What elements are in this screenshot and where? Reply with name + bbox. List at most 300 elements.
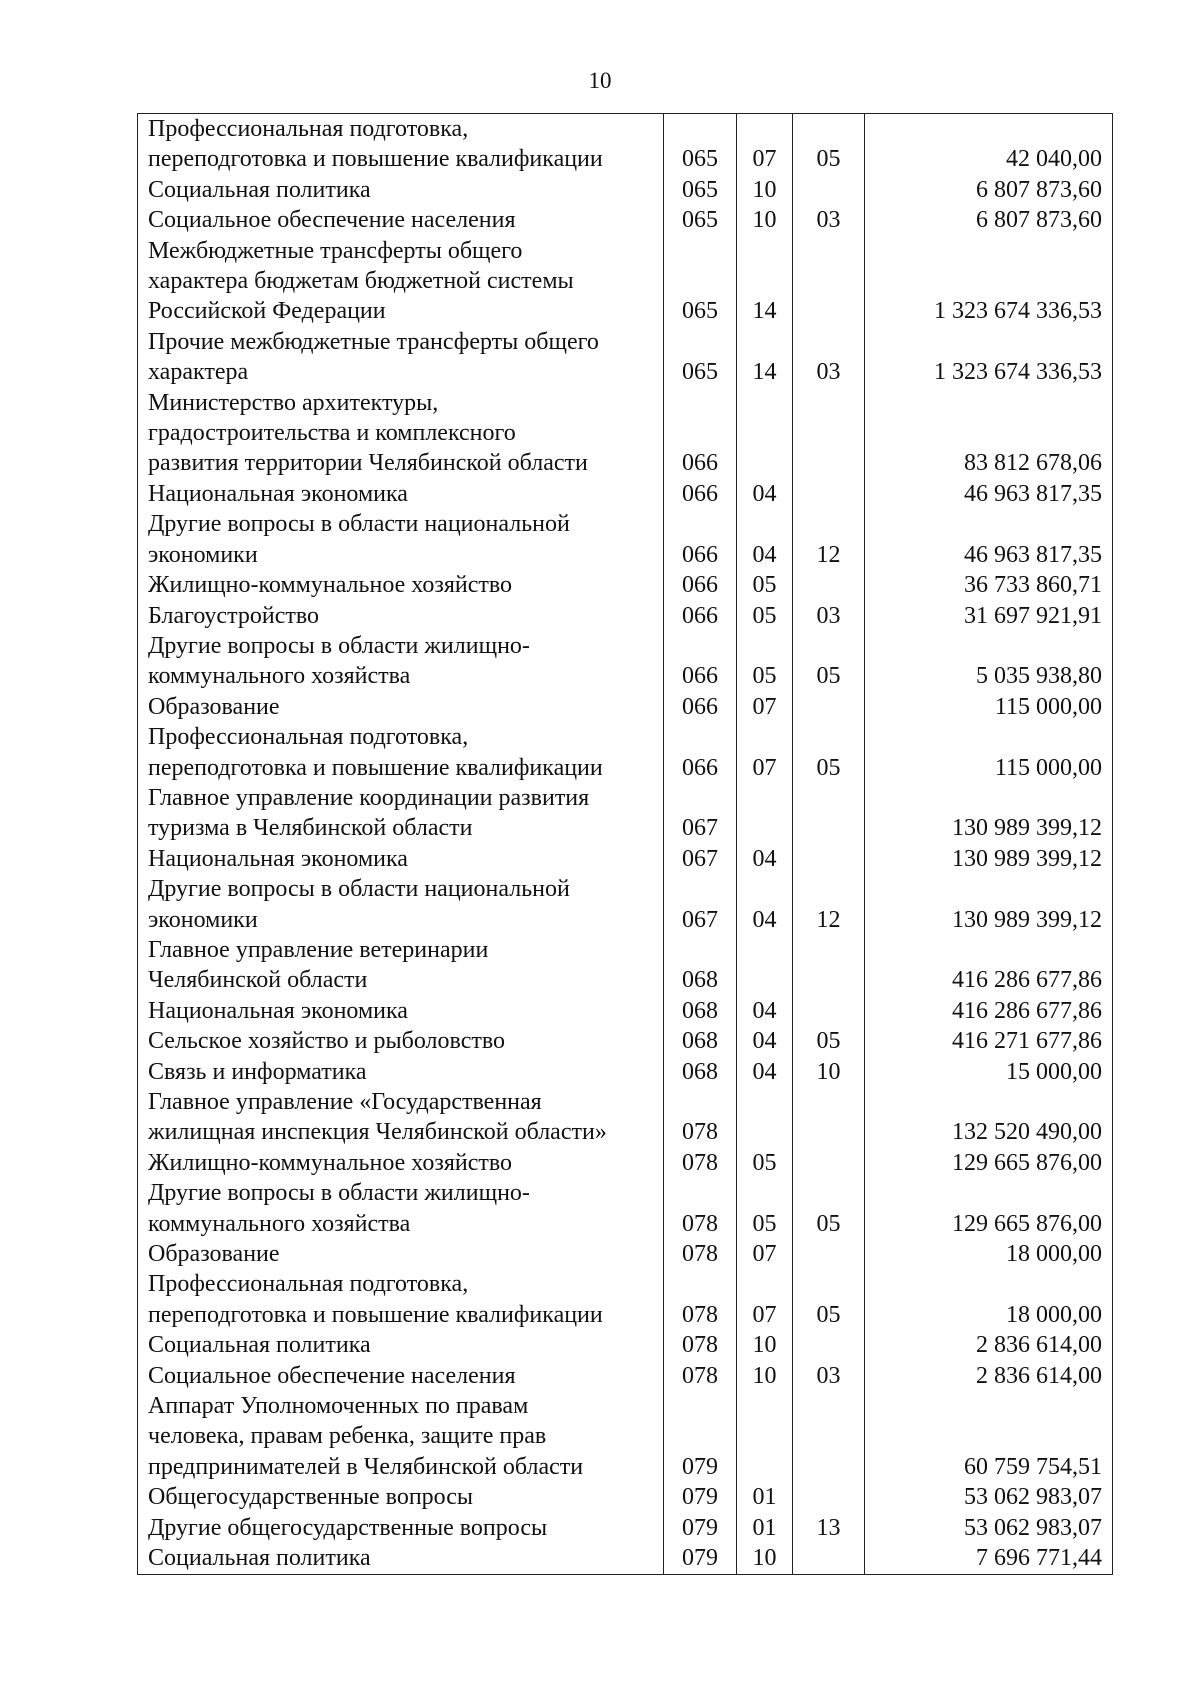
row-section-cell: [737, 1543, 793, 1574]
row-code-text: 066: [682, 480, 718, 507]
row-amount-cell: [865, 996, 1113, 1026]
row-subsection-cell: [793, 1057, 865, 1087]
row-code-cell: [664, 388, 737, 479]
row-section-cell: [737, 1148, 793, 1178]
row-section-cell: [737, 1391, 793, 1482]
row-code-cell: [664, 1178, 737, 1239]
row-amount-text: 46 963 817,35: [964, 480, 1102, 507]
row-section-text: 05: [752, 1210, 777, 1237]
row-amount-text: 60 759 754,51: [964, 1453, 1102, 1480]
row-amount-cell: [865, 1330, 1113, 1360]
row-code-text: 066: [682, 450, 718, 477]
row-amount-cell: [865, 388, 1113, 479]
row-name-cell: [138, 570, 664, 600]
row-code-text: 068: [682, 997, 718, 1024]
row-amount-text: 130 989 399,12: [952, 845, 1102, 872]
row-subsection-cell: [793, 1148, 865, 1178]
table-row: [138, 1543, 1113, 1574]
row-code-cell: [664, 1361, 737, 1391]
row-name-text: Социальная политика: [148, 1332, 371, 1359]
row-subsection-cell: [793, 874, 865, 935]
row-name-text: Профессиональная подготовка, переподготовка и повышение квалификации: [148, 1271, 603, 1328]
row-section-text: 04: [752, 845, 777, 872]
row-subsection-text: 12: [816, 541, 841, 568]
row-section-cell: [737, 844, 793, 874]
row-section-cell: [737, 996, 793, 1026]
row-amount-text: 18 000,00: [1006, 1301, 1102, 1328]
row-amount-text: 53 062 983,07: [964, 1484, 1102, 1511]
row-subsection-cell: [793, 1361, 865, 1391]
row-code-cell: [664, 1239, 737, 1269]
row-section-text: 05: [752, 1149, 777, 1176]
row-subsection-cell: [793, 1513, 865, 1543]
row-section-text: 04: [752, 906, 777, 933]
row-name-cell: [138, 1482, 664, 1512]
row-code-cell: [664, 722, 737, 783]
row-name-text: Аппарат Уполномоченных по правам человека, правам ребенка, защите прав предпринимателей в Челябинской области: [148, 1393, 584, 1480]
table-row: [138, 1513, 1113, 1543]
row-name-text: Образование: [148, 1241, 280, 1268]
row-code-text: 065: [682, 207, 718, 234]
row-amount-text: 31 697 921,91: [964, 602, 1102, 629]
row-subsection-cell: [793, 1178, 865, 1239]
row-name-cell: [138, 236, 664, 327]
row-code-cell: [664, 1148, 737, 1178]
row-code-text: 079: [682, 1514, 718, 1541]
row-amount-text: 115 000,00: [994, 754, 1102, 781]
row-section-text: 04: [752, 480, 777, 507]
row-code-text: 066: [682, 693, 718, 720]
row-name-cell: [138, 1269, 664, 1330]
table-row: [138, 570, 1113, 600]
row-amount-cell: [865, 1391, 1113, 1482]
row-code-text: 065: [682, 176, 718, 203]
row-section-cell: [737, 783, 793, 844]
row-name-cell: [138, 1026, 664, 1056]
row-amount-cell: [865, 631, 1113, 692]
row-section-text: 05: [752, 663, 777, 690]
row-subsection-cell: [793, 692, 865, 722]
row-section-cell: [737, 570, 793, 600]
row-name-cell: [138, 783, 664, 844]
row-code-text: 079: [682, 1545, 718, 1572]
row-code-cell: [664, 205, 737, 235]
row-amount-cell: [865, 1269, 1113, 1330]
row-section-cell: [737, 631, 793, 692]
row-section-cell: [737, 236, 793, 327]
row-subsection-cell: [793, 114, 865, 175]
row-code-cell: [664, 479, 737, 509]
row-name-text: Социальная политика: [148, 176, 371, 203]
table-row: [138, 1057, 1113, 1087]
table-row: [138, 1178, 1113, 1239]
row-code-cell: [664, 509, 737, 570]
row-name-cell: [138, 874, 664, 935]
table-row: [138, 996, 1113, 1026]
row-subsection-cell: [793, 844, 865, 874]
row-code-cell: [664, 175, 737, 205]
row-name-cell: [138, 844, 664, 874]
table-row: [138, 388, 1113, 479]
row-name-cell: [138, 1239, 664, 1269]
row-amount-cell: [865, 1087, 1113, 1148]
row-name-cell: [138, 175, 664, 205]
table-row: [138, 114, 1113, 175]
row-amount-cell: [865, 1513, 1113, 1543]
row-name-cell: [138, 1330, 664, 1360]
row-code-text: 065: [682, 298, 718, 325]
row-subsection-text: 03: [816, 602, 841, 629]
row-name-cell: [138, 388, 664, 479]
row-subsection-cell: [793, 479, 865, 509]
row-amount-text: 83 812 678,06: [964, 450, 1102, 477]
row-name-text: Другие вопросы в области национальной экономики: [148, 511, 570, 568]
row-code-cell: [664, 783, 737, 844]
row-name-cell: [138, 1148, 664, 1178]
row-section-text: 04: [752, 1058, 777, 1085]
row-section-cell: [737, 388, 793, 479]
row-section-text: 07: [752, 1301, 777, 1328]
row-section-text: 04: [752, 541, 777, 568]
row-code-cell: [664, 631, 737, 692]
row-amount-cell: [865, 601, 1113, 631]
row-amount-text: 132 520 490,00: [952, 1119, 1102, 1146]
row-code-cell: [664, 1269, 737, 1330]
row-amount-cell: [865, 1148, 1113, 1178]
row-name-cell: [138, 1391, 664, 1482]
row-amount-cell: [865, 327, 1113, 388]
row-section-cell: [737, 1057, 793, 1087]
row-section-text: 05: [752, 572, 777, 599]
row-code-text: 078: [682, 1301, 718, 1328]
row-section-cell: [737, 114, 793, 175]
row-section-cell: [737, 1178, 793, 1239]
table-row: [138, 783, 1113, 844]
row-code-cell: [664, 935, 737, 996]
row-name-cell: [138, 1057, 664, 1087]
row-section-text: 04: [752, 997, 777, 1024]
row-section-text: 10: [752, 1362, 777, 1389]
row-code-text: 066: [682, 663, 718, 690]
table-row: [138, 236, 1113, 327]
row-subsection-cell: [793, 1087, 865, 1148]
row-amount-text: 129 665 876,00: [952, 1149, 1102, 1176]
row-subsection-cell: [793, 1026, 865, 1056]
row-code-text: 078: [682, 1241, 718, 1268]
row-subsection-text: 05: [816, 1028, 841, 1055]
row-section-text: 10: [752, 1545, 777, 1572]
row-name-cell: [138, 722, 664, 783]
row-name-text: Общегосударственные вопросы: [148, 1484, 474, 1511]
row-subsection-cell: [793, 601, 865, 631]
row-code-cell: [664, 1330, 737, 1360]
row-amount-text: 53 062 983,07: [964, 1514, 1102, 1541]
row-amount-text: 46 963 817,35: [964, 541, 1102, 568]
row-amount-text: 6 807 873,60: [976, 207, 1102, 234]
row-name-text: Связь и информатика: [148, 1058, 367, 1085]
row-name-cell: [138, 1543, 664, 1574]
row-section-text: 04: [752, 1028, 777, 1055]
row-section-cell: [737, 692, 793, 722]
row-name-cell: [138, 479, 664, 509]
row-name-text: Главное управление «Государственная жилищная инспекция Челябинской области»: [148, 1089, 607, 1146]
row-name-text: Жилищно-коммунальное хозяйство: [148, 572, 513, 599]
row-subsection-text: 13: [816, 1514, 841, 1541]
row-code-text: 078: [682, 1210, 718, 1237]
row-subsection-cell: [793, 1482, 865, 1512]
table-row: [138, 844, 1113, 874]
row-amount-text: 5 035 938,80: [976, 663, 1102, 690]
table-row: [138, 205, 1113, 235]
row-subsection-cell: [793, 1269, 865, 1330]
row-code-text: 066: [682, 572, 718, 599]
row-name-cell: [138, 631, 664, 692]
row-amount-text: 15 000,00: [1006, 1058, 1102, 1085]
row-name-text: Прочие межбюджетные трансферты общего характера: [148, 328, 599, 386]
row-amount-cell: [865, 479, 1113, 509]
row-name-text: Социальное обеспечение населения: [148, 1362, 516, 1389]
row-section-cell: [737, 601, 793, 631]
row-section-cell: [737, 1026, 793, 1056]
row-name-cell: [138, 509, 664, 570]
row-subsection-cell: [793, 1391, 865, 1482]
row-name-cell: [138, 1087, 664, 1148]
row-section-text: 14: [752, 298, 777, 325]
row-name-cell: [138, 996, 664, 1026]
table-row: [138, 1269, 1113, 1330]
table-row: [138, 935, 1113, 996]
table-row: [138, 1239, 1113, 1269]
row-name-cell: [138, 692, 664, 722]
row-code-text: 066: [682, 541, 718, 568]
row-subsection-cell: [793, 570, 865, 600]
row-amount-text: 2 836 614,00: [976, 1362, 1102, 1389]
row-section-text: 14: [752, 359, 777, 386]
row-name-cell: [138, 114, 664, 175]
row-code-text: 067: [682, 906, 718, 933]
row-subsection-text: 05: [816, 1210, 841, 1237]
table-row: [138, 1361, 1113, 1391]
row-code-text: 067: [682, 845, 718, 872]
row-code-text: 078: [682, 1332, 718, 1359]
row-amount-cell: [865, 722, 1113, 783]
table-row: [138, 327, 1113, 388]
row-code-text: 068: [682, 967, 718, 994]
row-code-text: 065: [682, 359, 718, 386]
table-row: [138, 1087, 1113, 1148]
row-amount-cell: [865, 570, 1113, 600]
table-row: [138, 479, 1113, 509]
row-subsection-text: 05: [816, 1301, 841, 1328]
row-section-cell: [737, 1087, 793, 1148]
row-code-cell: [664, 236, 737, 327]
row-name-cell: [138, 1178, 664, 1239]
row-subsection-cell: [793, 236, 865, 327]
row-amount-text: 416 286 677,86: [952, 997, 1102, 1024]
row-code-cell: [664, 692, 737, 722]
row-code-text: 079: [682, 1453, 718, 1480]
row-subsection-cell: [793, 1239, 865, 1269]
row-subsection-text: 03: [816, 359, 841, 386]
row-section-cell: [737, 479, 793, 509]
row-code-cell: [664, 327, 737, 388]
row-name-cell: [138, 1361, 664, 1391]
row-subsection-cell: [793, 783, 865, 844]
row-section-cell: [737, 1239, 793, 1269]
table-row: [138, 692, 1113, 722]
table-row: [138, 631, 1113, 692]
row-code-text: 068: [682, 1058, 718, 1085]
row-code-cell: [664, 601, 737, 631]
row-name-cell: [138, 205, 664, 235]
row-subsection-cell: [793, 175, 865, 205]
row-name-text: Другие вопросы в области жилищно- коммунального хозяйства: [148, 632, 530, 690]
row-name-text: Другие вопросы в области национальной экономики: [148, 876, 570, 933]
row-code-text: 066: [682, 602, 718, 629]
row-section-text: 07: [752, 146, 777, 173]
row-amount-cell: [865, 175, 1113, 205]
row-amount-cell: [865, 236, 1113, 327]
table-row: [138, 1482, 1113, 1512]
table-row: [138, 1026, 1113, 1056]
row-section-text: 07: [752, 693, 777, 720]
row-section-text: 10: [752, 176, 777, 203]
row-section-cell: [737, 874, 793, 935]
row-name-cell: [138, 327, 664, 388]
row-subsection-cell: [793, 205, 865, 235]
budget-table-body: [138, 114, 1113, 1575]
row-code-cell: [664, 1026, 737, 1056]
row-section-text: 10: [752, 207, 777, 234]
row-amount-cell: [865, 935, 1113, 996]
row-code-text: 078: [682, 1149, 718, 1176]
row-amount-text: 130 989 399,12: [952, 815, 1102, 842]
row-amount-text: 36 733 860,71: [964, 572, 1102, 599]
row-amount-cell: [865, 205, 1113, 235]
row-name-text: Профессиональная подготовка, переподготовка и повышение квалификации: [148, 116, 603, 173]
table-row: [138, 601, 1113, 631]
row-code-cell: [664, 844, 737, 874]
row-subsection-text: 05: [816, 146, 841, 173]
row-amount-cell: [865, 1482, 1113, 1512]
row-amount-cell: [865, 114, 1113, 175]
row-name-text: Профессиональная подготовка, переподготовка и повышение квалификации: [148, 724, 603, 781]
page-number: 10: [588, 68, 612, 93]
row-code-cell: [664, 1513, 737, 1543]
row-section-cell: [737, 205, 793, 235]
row-section-text: 07: [752, 1241, 777, 1268]
row-section-text: 01: [752, 1484, 777, 1511]
row-amount-text: 6 807 873,60: [976, 176, 1102, 203]
row-section-cell: [737, 1482, 793, 1512]
row-section-cell: [737, 327, 793, 388]
row-code-cell: [664, 1482, 737, 1512]
row-section-text: 05: [752, 602, 777, 629]
row-amount-cell: [865, 874, 1113, 935]
row-code-cell: [664, 874, 737, 935]
row-code-text: 066: [682, 754, 718, 781]
row-subsection-cell: [793, 996, 865, 1026]
row-amount-text: 7 696 771,44: [976, 1545, 1102, 1572]
row-subsection-text: 03: [816, 1362, 841, 1389]
row-name-text: Другие общегосударственные вопросы: [148, 1514, 548, 1541]
row-name-cell: [138, 935, 664, 996]
row-subsection-text: 05: [816, 663, 841, 690]
row-section-text: 01: [752, 1514, 777, 1541]
row-code-text: 078: [682, 1119, 718, 1146]
row-subsection-cell: [793, 935, 865, 996]
row-amount-text: 2 836 614,00: [976, 1332, 1102, 1359]
row-code-text: 079: [682, 1484, 718, 1511]
row-subsection-cell: [793, 1330, 865, 1360]
row-name-text: Другие вопросы в области жилищно- коммунального хозяйства: [148, 1180, 530, 1237]
row-name-text: Сельское хозяйство и рыболовство: [148, 1028, 506, 1055]
row-code-text: 065: [682, 146, 718, 173]
row-name-text: Главное управление ветеринарии Челябинской области: [148, 936, 489, 994]
row-subsection-cell: [793, 631, 865, 692]
row-section-cell: [737, 1513, 793, 1543]
row-amount-text: 130 989 399,12: [952, 906, 1102, 933]
row-amount-cell: [865, 509, 1113, 570]
table-row: [138, 874, 1113, 935]
row-name-cell: [138, 601, 664, 631]
row-name-text: Национальная экономика: [148, 997, 408, 1024]
row-amount-cell: [865, 1057, 1113, 1087]
table-row: [138, 1391, 1113, 1482]
row-section-text: 10: [752, 1332, 777, 1359]
table-row: [138, 175, 1113, 205]
table-row: [138, 509, 1113, 570]
row-section-text: 07: [752, 754, 777, 781]
row-subsection-cell: [793, 1543, 865, 1574]
row-name-text: Министерство архитектуры, градостроительства и комплексного развития территории Челябинской области: [148, 389, 588, 477]
row-subsection-text: 05: [816, 754, 841, 781]
row-subsection-cell: [793, 388, 865, 479]
row-subsection-cell: [793, 722, 865, 783]
row-name-text: Межбюджетные трансферты общего характера бюджетам бюджетной системы Российской Федерации: [148, 237, 574, 325]
row-code-text: 067: [682, 815, 718, 842]
row-section-cell: [737, 175, 793, 205]
row-code-cell: [664, 1391, 737, 1482]
table-row: [138, 722, 1113, 783]
row-subsection-text: 10: [816, 1058, 841, 1085]
row-amount-text: 18 000,00: [1006, 1241, 1102, 1268]
budget-table: [137, 113, 1113, 1575]
row-name-text: Жилищно-коммунальное хозяйство: [148, 1149, 513, 1176]
row-name-text: Социальное обеспечение населения: [148, 207, 516, 234]
row-code-cell: [664, 114, 737, 175]
row-name-text: Социальная политика: [148, 1545, 371, 1572]
row-section-cell: [737, 1361, 793, 1391]
row-section-cell: [737, 509, 793, 570]
row-name-text: Национальная экономика: [148, 845, 408, 872]
row-amount-text: 115 000,00: [994, 693, 1102, 720]
row-amount-cell: [865, 844, 1113, 874]
row-name-text: Благоустройство: [148, 602, 320, 629]
row-code-cell: [664, 1543, 737, 1574]
row-section-cell: [737, 935, 793, 996]
row-amount-cell: [865, 1026, 1113, 1056]
row-amount-text: 416 271 677,86: [952, 1028, 1102, 1055]
row-amount-text: 1 323 674 336,53: [934, 359, 1102, 386]
row-section-cell: [737, 1269, 793, 1330]
row-code-text: 078: [682, 1362, 718, 1389]
row-amount-text: 1 323 674 336,53: [934, 298, 1102, 325]
row-code-cell: [664, 570, 737, 600]
row-section-cell: [737, 1330, 793, 1360]
row-amount-cell: [865, 1178, 1113, 1239]
row-amount-cell: [865, 1543, 1113, 1574]
